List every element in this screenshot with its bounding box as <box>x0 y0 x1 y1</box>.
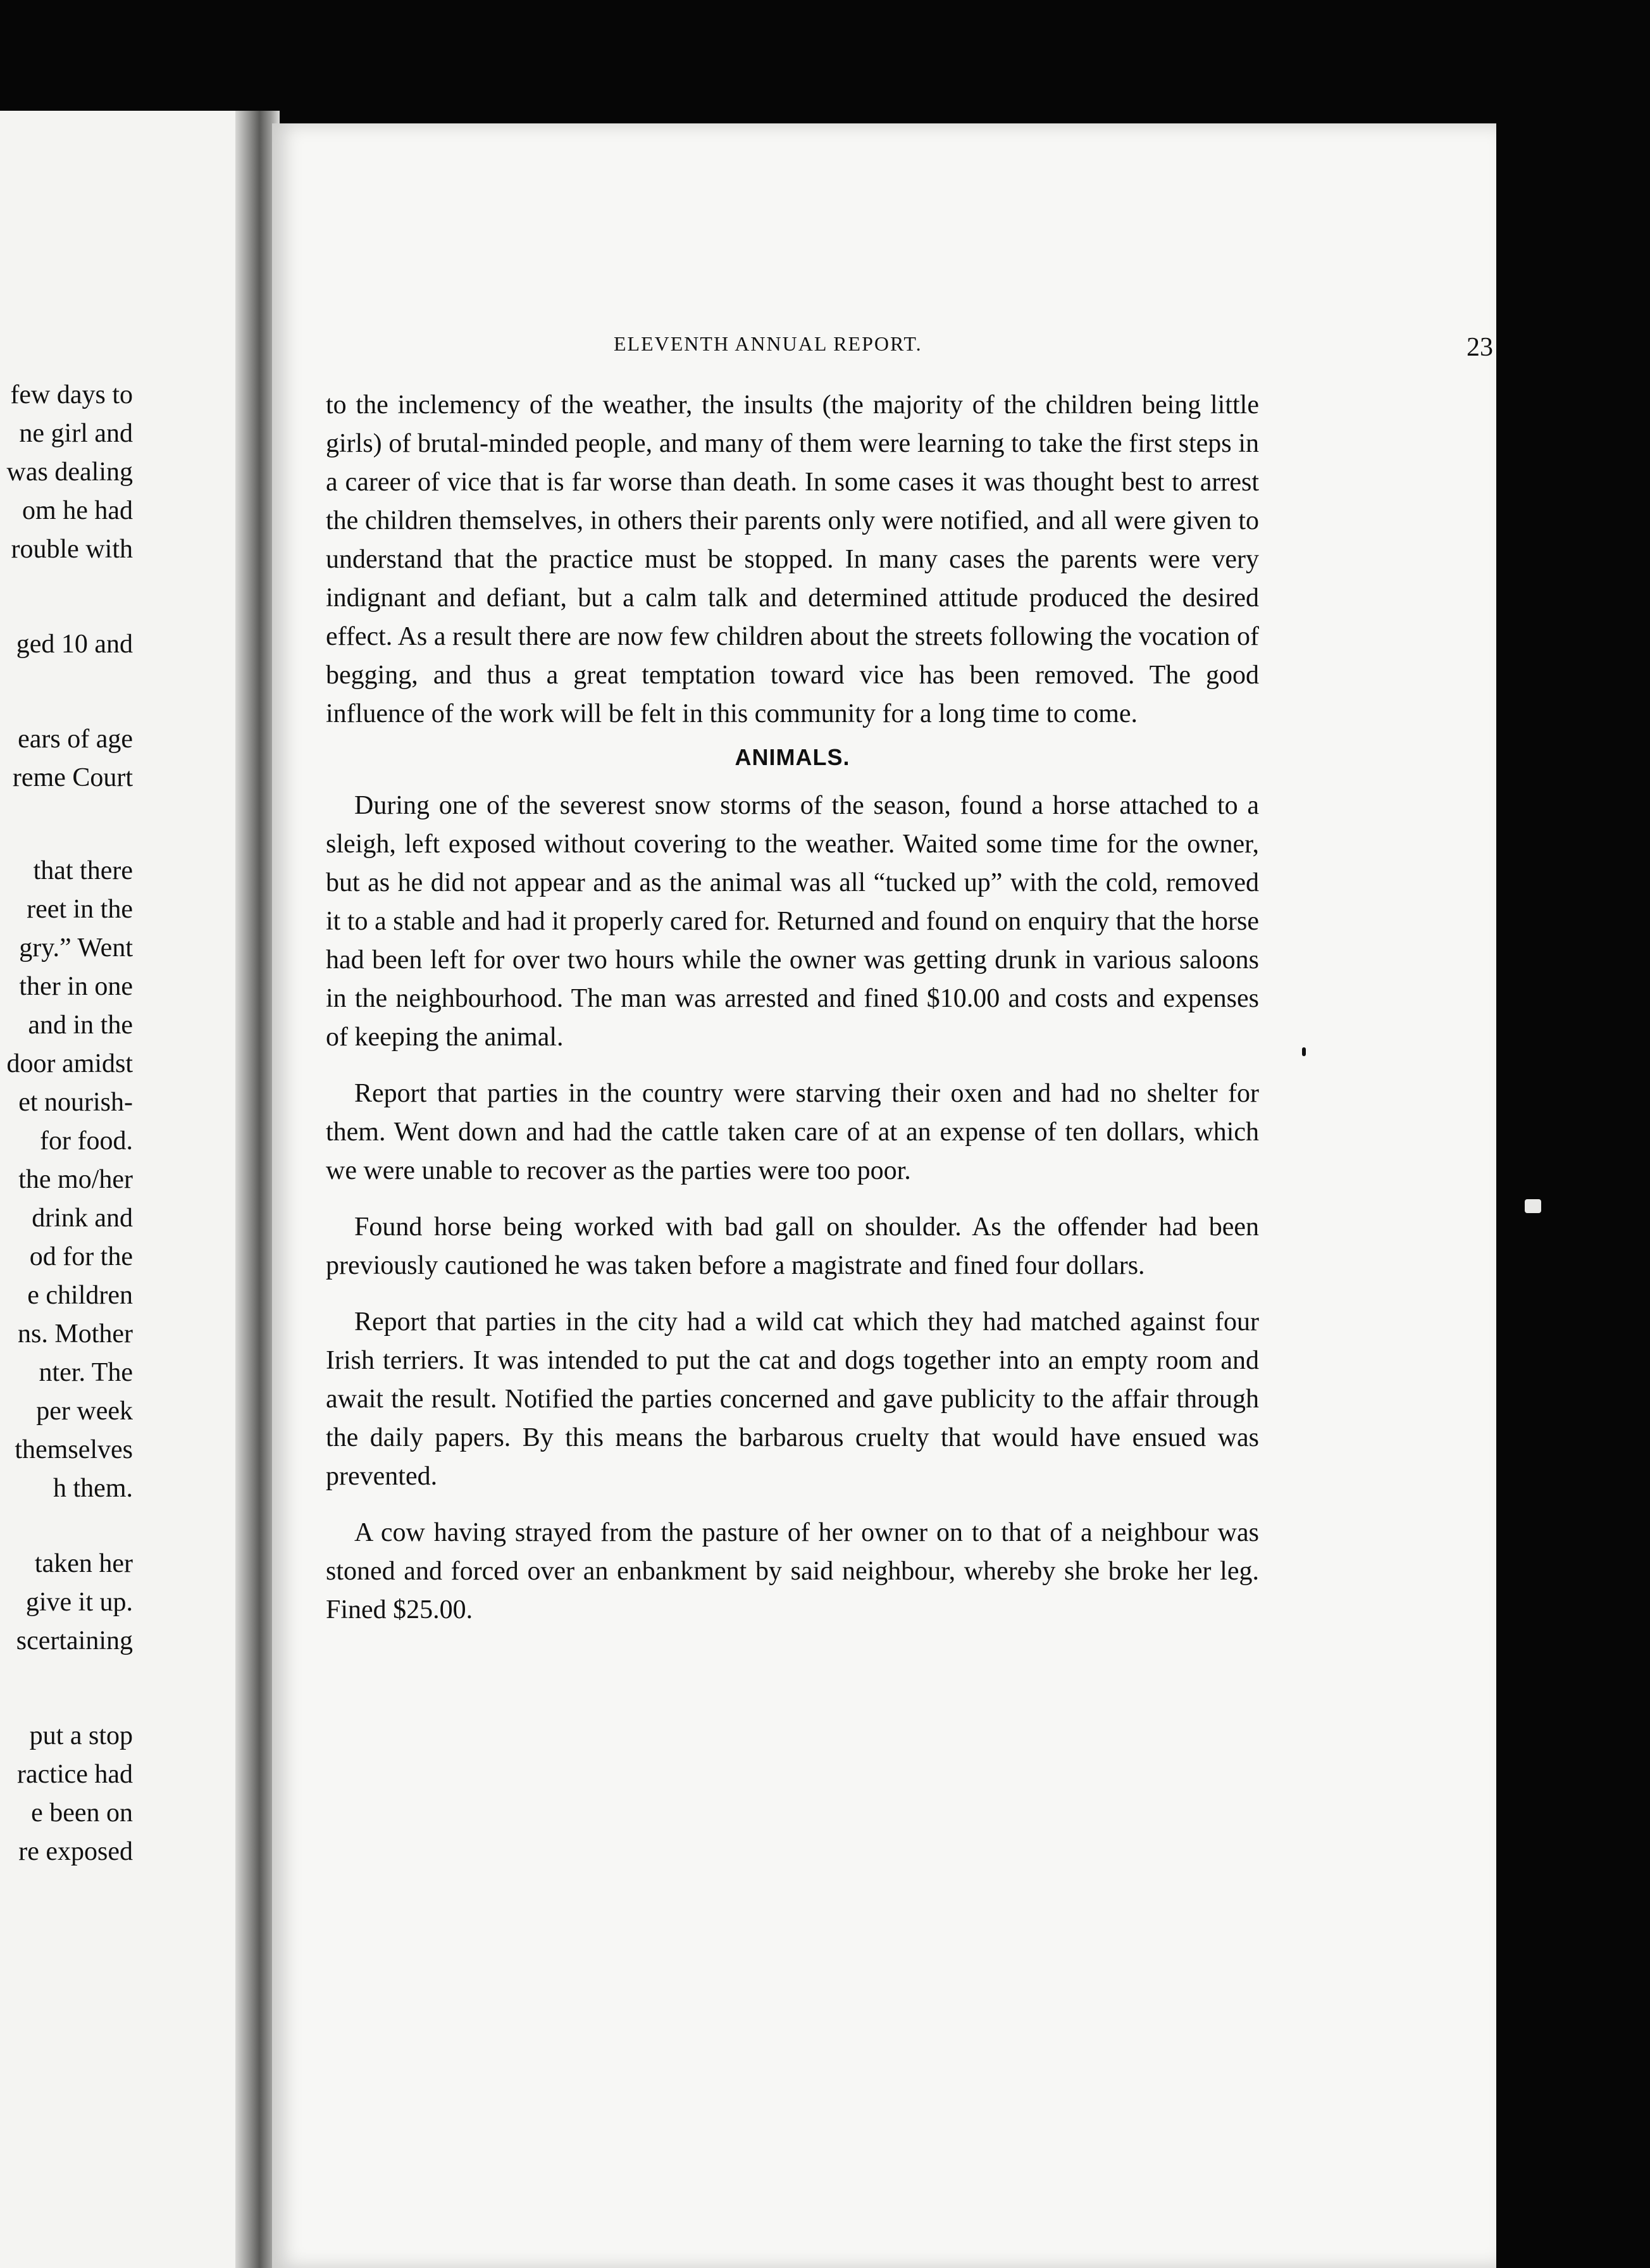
left-page-line: that there <box>33 856 133 885</box>
left-page-line: ged 10 and <box>16 630 133 659</box>
left-page-line: for food. <box>40 1126 133 1156</box>
continued-paragraph: to the inclemency of the weather, the insults (the majority of the children being little girls) of brutal-minded people, and many of them were learning to take the first steps in a career of vice that is far worse than death. In some cases it was thought best to arrest the children themselves, in others their parents only were notified, and all were given to understand that the practice must be stopped. In many cases the parents were very indignant and defiant, but a calm talk and determined attitude produced the desired effect. As a result there are now few children about the streets following the vocation of begging, and thus a great temptation toward vice has been removed. The good influence of the work will be felt in this community for a long time to come. <box>326 390 1259 728</box>
left-page-line: drink and <box>32 1204 133 1233</box>
section-heading: ANIMALS. <box>735 744 850 770</box>
page-number: 23 <box>1467 333 1493 362</box>
left-page-line: was dealing <box>6 458 133 487</box>
left-page-line: the mo/her <box>18 1165 133 1194</box>
left-page-line: reme Court <box>12 763 133 792</box>
left-page-line: few days to <box>10 380 133 409</box>
left-page-line: gry.” Went <box>19 933 133 963</box>
left-page-line: taken her <box>34 1549 133 1578</box>
running-head: ELEVENTH ANNUAL REPORT. <box>614 332 922 355</box>
left-page-line: e children <box>27 1281 133 1310</box>
paragraph: During one of the severest snow storms of the season, found a horse attached to a sleigh, left exposed without covering to the weather. Waited some time for the owner, but as he did not appear and as the animal was all “tucked up” with the cold, removed it to a stable and had it properly cared for. Returned and found on enquiry that the horse had been left for over two hours while the owner was getting drunk in various saloons in the neighbourhood. The man was arrested and fined $10.00 and costs and expenses of keeping the animal. <box>326 791 1259 1052</box>
current-page <box>272 123 1496 2268</box>
left-page-line: re exposed <box>18 1837 133 1866</box>
left-page-line: om he had <box>22 496 133 525</box>
left-page-line: ne girl and <box>19 419 133 448</box>
left-page-line: themselves <box>15 1435 133 1464</box>
paragraph: Report that parties in the city had a wild cat which they had matched against four Irish terriers. It was intended to put the cat and dogs together into an empty room and await the result. Notified the parties concerned and gave publicity to the affair through the daily papers. By this means the barbarous cruelty that would have ensued was prevented. <box>326 1307 1259 1491</box>
left-page-line: et nourish- <box>18 1088 133 1117</box>
left-page-line: scertaining <box>16 1626 133 1655</box>
left-page-line: ractice had <box>16 1760 133 1789</box>
left-page-line: nter. The <box>39 1358 133 1387</box>
paragraph: Found horse being worked with bad gall on shoulder. As the offender had been previously cautioned he was taken before a magistrate and fined four dollars. <box>326 1212 1259 1280</box>
left-page-line: and in the <box>28 1011 133 1040</box>
left-page-line: ther in one <box>19 972 133 1001</box>
left-page-line: reet in the <box>27 895 133 924</box>
page-body <box>326 386 1259 1647</box>
left-page-line: ns. Mother <box>18 1319 133 1349</box>
previous-page <box>0 111 253 2268</box>
left-page-line: ears of age <box>18 725 133 754</box>
left-page-line: h them. <box>53 1474 133 1503</box>
scan-speck <box>1525 1199 1541 1213</box>
left-page-line: door amidst <box>6 1049 133 1078</box>
scan-speck <box>1302 1047 1306 1056</box>
paragraph: A cow having strayed from the pasture of her owner on to that of a neighbour was stoned and forced over an enbankment by said neighbour, whereby she broke her leg. Fined $25.00. <box>326 1518 1259 1624</box>
left-page-line: give it up. <box>25 1588 133 1617</box>
left-page-line: rouble with <box>11 535 133 564</box>
left-page-line: od for the <box>29 1242 133 1271</box>
left-page-line: per week <box>36 1397 133 1426</box>
left-page-line: put a stop <box>29 1721 133 1750</box>
left-page-line: e been on <box>31 1798 133 1828</box>
paragraph: Report that parties in the country were starving their oxen and had no shelter for them. Went down and had the cattle taken care of at an expense of ten dollars, which we were unable to recover as the parties were too poor. <box>326 1079 1259 1185</box>
